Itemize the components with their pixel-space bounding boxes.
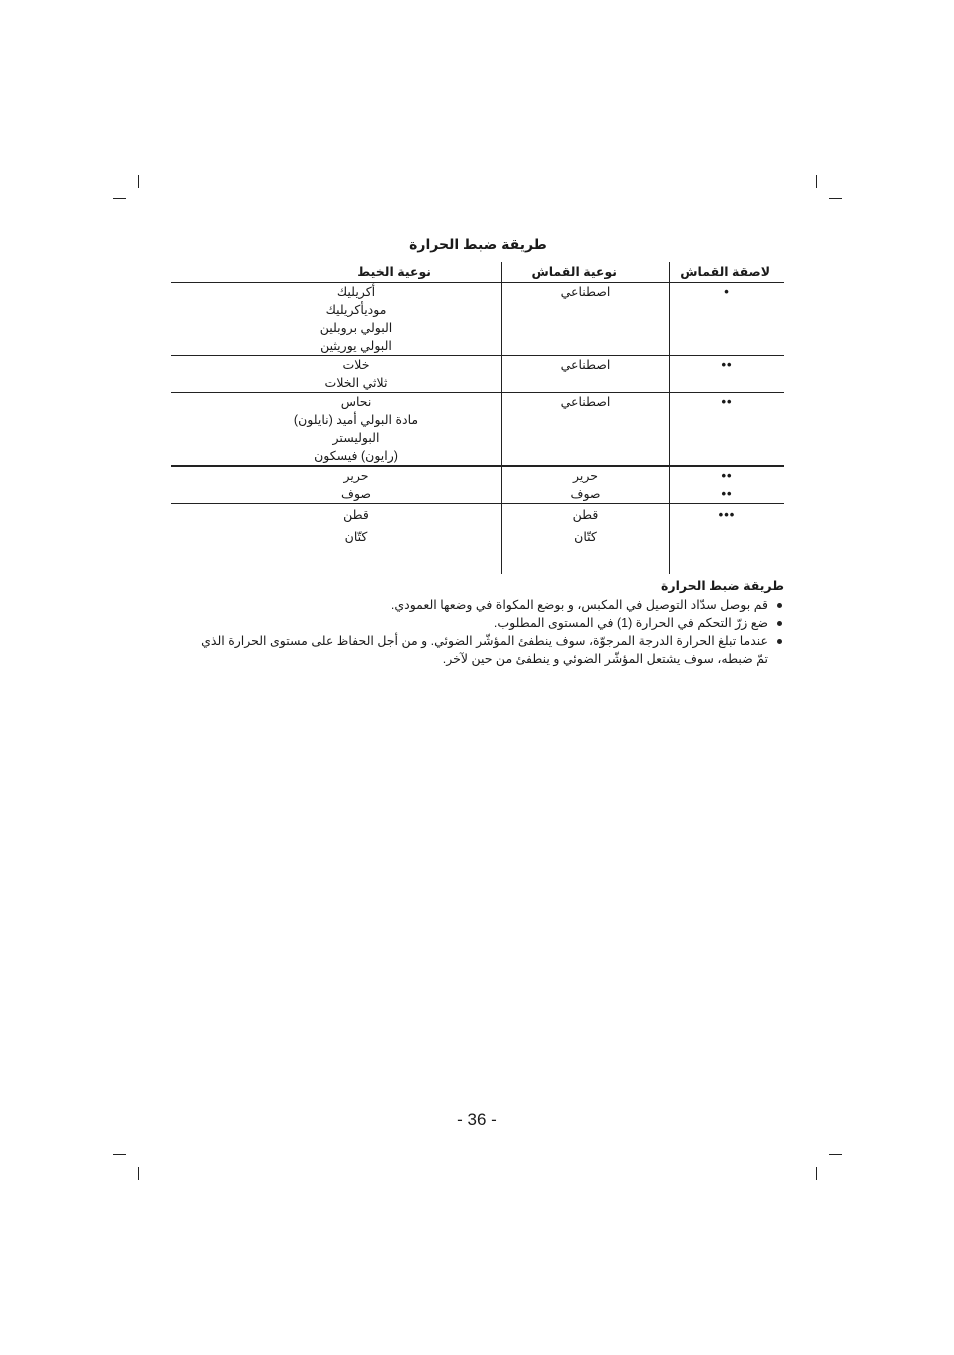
header-thread: نوعية الخيط — [357, 265, 431, 279]
dots-cell — [669, 504, 784, 574]
list-item: قم بوصل سدّاد التوصيل في المكبس، و بوضع المكواة في وضعها العمودي. — [200, 596, 784, 614]
fabric-text: حرير — [573, 469, 598, 483]
temperature-table — [171, 262, 784, 574]
fabric-cell — [501, 504, 669, 574]
dots-indicator: •• — [721, 486, 733, 501]
dots-cell — [669, 393, 784, 465]
dots-cell — [669, 356, 784, 392]
thread-cell — [171, 504, 501, 574]
thread-text: مادة البولي أميد (نايلون) — [293, 413, 419, 427]
instructions-list — [200, 596, 784, 668]
fabric-cell — [501, 356, 669, 392]
fabric-text: اصطناعي — [560, 285, 611, 299]
thread-cell — [171, 283, 501, 355]
thread-text: البولي يوريثين — [320, 339, 392, 353]
thread-text: قطن — [343, 508, 369, 522]
table-row — [171, 467, 784, 504]
thread-text: خلات — [342, 358, 370, 372]
thread-text: (رايون) فيسكون — [314, 449, 398, 463]
thread-text: البولي بروبلين — [319, 321, 393, 335]
fabric-text: كتّان — [574, 530, 597, 544]
thread-text: صوف — [340, 487, 372, 501]
fabric-text: صوف — [570, 487, 601, 501]
thread-text: حرير — [343, 469, 369, 483]
thread-text: نحاس — [340, 395, 372, 409]
fabric-cell — [501, 467, 669, 503]
page-number: - 36 - — [457, 1110, 497, 1129]
thread-cell — [171, 467, 501, 503]
dots-indicator: • — [724, 284, 730, 299]
list-item: ضع زرّ التحكم في الحرارة (1) في المستوى المطلوب. — [200, 614, 784, 632]
dots-indicator: •• — [721, 394, 733, 409]
dots-indicator: •• — [721, 468, 733, 483]
fabric-cell — [501, 393, 669, 465]
table-row — [171, 356, 784, 393]
fabric-text: قطن — [572, 508, 599, 522]
fabric-text: اصطناعي — [560, 358, 611, 372]
table-row — [171, 504, 784, 574]
table-row — [171, 393, 784, 467]
dots-indicator: •• — [721, 357, 733, 372]
thread-cell — [171, 393, 501, 465]
list-item: عندما تبلغ الحرارة الدرجة المرجوّة، سوف ينطفئ المؤشّر الضوئي. و من أجل الحفاظ على مستوى الحرارة الذي تمّ ضبطه، سوف يشتعل المؤشّر الضوئي و ينطفئ من حين لآخر. — [200, 632, 784, 668]
crop-mark — [829, 198, 842, 199]
thread-text: موديأكريليك — [325, 303, 387, 317]
table-title: طريقة ضبط الحرارة — [409, 236, 547, 252]
header-fabric: نوعية القماش — [501, 262, 669, 282]
header-dots: لاصقة القماش — [669, 262, 784, 282]
dots-cell — [669, 283, 784, 355]
fabric-cell — [501, 283, 669, 355]
crop-mark — [113, 1154, 126, 1155]
crop-mark — [113, 198, 126, 199]
instructions-title: طريقة ضبط الحرارة — [661, 579, 784, 593]
table-header-row — [171, 262, 784, 283]
thread-text: ثلاثي الخلات — [324, 376, 388, 390]
instructions-section — [200, 576, 784, 668]
crop-mark — [816, 1167, 817, 1180]
crop-mark — [138, 1167, 139, 1180]
crop-mark — [138, 175, 139, 188]
dots-indicator: ••• — [718, 507, 736, 522]
thread-cell — [171, 356, 501, 392]
thread-text: أكريليك — [336, 285, 376, 299]
thread-text: البوليستر — [332, 431, 380, 445]
dots-cell — [669, 467, 784, 503]
crop-mark — [829, 1154, 842, 1155]
thread-text: كتّان — [344, 530, 368, 544]
table-row — [171, 283, 784, 356]
fabric-text: اصطناعي — [560, 395, 611, 409]
crop-mark — [816, 175, 817, 188]
